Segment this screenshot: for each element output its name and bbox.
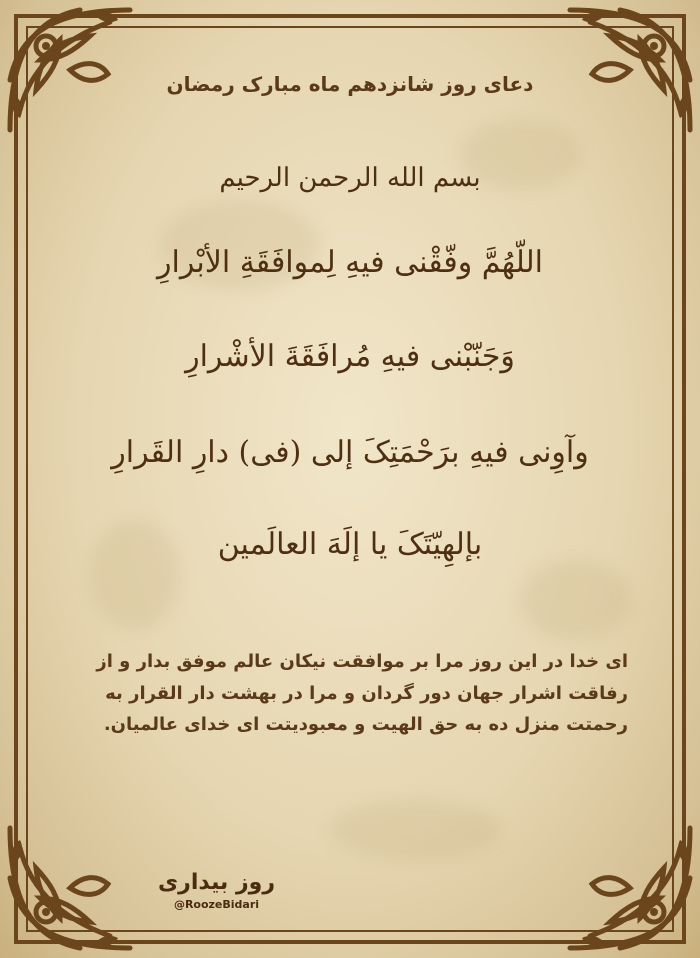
persian-translation: ای خدا در این روز مرا بر موافقت نیکان عالم موفق بدار و از رفاقت اشرار جهان دور گردان و مرا در بهشت دار القرار به رحمتت منزل ده به حق الهیت و معبودیتت ای خدای عالمیان. <box>96 651 628 735</box>
ornament-corner-top-right-icon <box>560 0 700 140</box>
brand-name: روز بیداری <box>158 870 275 895</box>
prayer-line-2: وَجَنّبْنی فیهِ مُرافَقَةَ الأشْرارِ <box>185 339 515 374</box>
prayer-line-4: بإلهِیّتَکَ یا إلَهَ العالَمین <box>217 527 483 562</box>
basmala-line: بسم الله الرحمن الرحیم <box>219 163 481 193</box>
ornament-corner-top-left-icon <box>0 0 140 140</box>
prayer-line-1: اللّهُمَّ وفّقْنی فیهِ لِموافَقَةِ الأبْرارِ <box>157 245 543 280</box>
page-title: دعای روز شانزدهم ماه مبارک رمضان <box>166 72 534 96</box>
brand-logo <box>158 872 275 911</box>
prayer-line-3: وآوِنی فیهِ برَحْمَتِکَ إلى (فی) دارِ القَرارِ <box>111 435 589 470</box>
ornament-corner-bottom-left-icon <box>0 818 140 958</box>
brand-handle: @RoozeBidari <box>173 898 260 911</box>
ornament-corner-bottom-right-icon <box>560 818 700 958</box>
